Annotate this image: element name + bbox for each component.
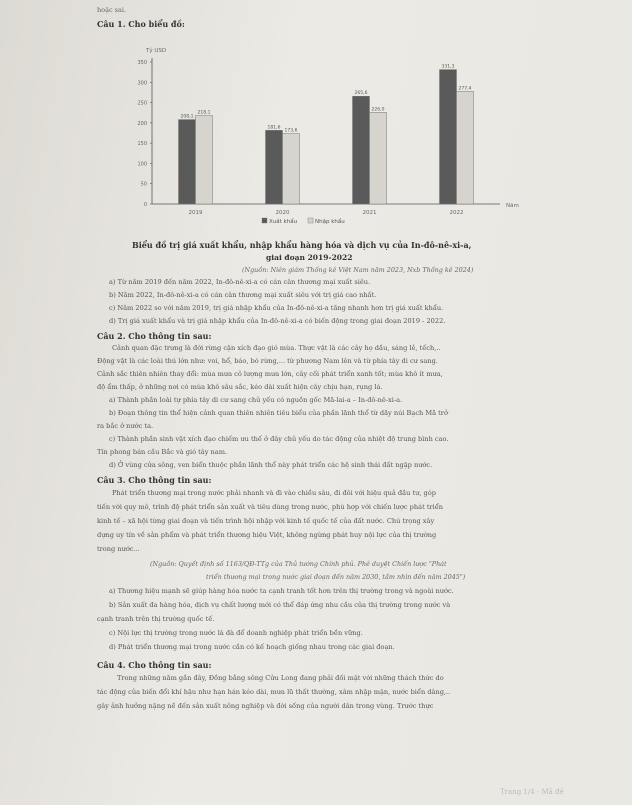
header-note: hoặc sai. — [97, 6, 127, 14]
legend-swatch — [262, 218, 267, 223]
q1-statement-a: a) Từ năm 2019 đến năm 2022, In-đô-nê-xi-a có cán cân thương mại xuất siêu. — [109, 278, 371, 286]
page-footer: Trang 1/4 - Mã đề — [500, 788, 564, 796]
q4-paragraph-line: Trong những năm gần đây, Đồng bằng sông Cửu Long đang phải đối mặt với những thách thức do — [117, 674, 444, 682]
bar-export — [440, 70, 457, 204]
q2-paragraph-line: Cảnh quan đặc trưng là đới rừng cận xích đạo gió mùa. Thực vật là các cây họ dầu, sáng lẻ, tếch,.. — [112, 344, 441, 352]
q2-paragraph-line: độ ẩm thấp, ở những nơi có mùa khô sâu sắc, kéo dài xuất hiện cây chịu hạn, rụng lá. — [97, 383, 383, 391]
q1-statement-d: d) Trị giá xuất khẩu và trị giá nhập khẩu của In-đô-nê-xi-a có biến động trong giai đoạn 2019 - 2022. — [109, 317, 446, 325]
q1-statement-c: c) Năm 2022 so với năm 2019, trị giá nhập khẩu của In-đô-nê-xi-a tăng nhanh hơn trị giá xuất khẩu. — [109, 304, 444, 312]
q2-statement-c-cont: Tín phong bán cầu Bắc và gió tây nam. — [97, 448, 228, 456]
chart-source: (Nguồn: Niên giám Thống kê Việt Nam năm 2023, Nxb Thống kê 2024) — [242, 266, 474, 274]
chart-caption-period: giai đoạn 2019-2022 — [266, 253, 353, 262]
bar-export — [353, 96, 370, 204]
y-tick-label: 300 — [137, 80, 147, 87]
q3-source: (Nguồn: Quyết định số 1163/QĐ-TTg của Thủ tướng Chính phủ. Phê duyệt Chiến lược "Phát — [150, 560, 447, 568]
x-axis-label: Năm — [506, 203, 519, 209]
data-label: 277,4 — [458, 86, 472, 92]
q2-paragraph-line: Động vật là các loài thú lớn như: voi, hổ, báo, bò rừng,... từ phương Nam lên và từ phía tây di cư sang. — [97, 357, 438, 365]
y-axis-label: Tỷ USD — [146, 48, 167, 54]
y-tick-label: 150 — [137, 141, 147, 148]
bar-export — [179, 120, 196, 204]
q1-statement-b: b) Năm 2022, In-đô-nê-xi-a có cán cân thương mại xuất siêu với trị giá cao nhất. — [109, 291, 377, 299]
x-tick-label: 2020 — [275, 210, 290, 216]
y-tick-label: 350 — [137, 60, 147, 66]
q3-paragraph-line: Phát triển thương mại trong nước phải nhanh và đi vào chiều sâu, đi đôi với hiệu quả đầu tư, góp — [112, 489, 436, 497]
data-label: 181,6 — [267, 125, 281, 131]
y-tick-label: 100 — [137, 161, 147, 168]
bar-export — [266, 130, 283, 204]
x-tick-label: 2022 — [449, 210, 464, 216]
y-tick-label: 0 — [143, 202, 147, 208]
y-tick-label: 250 — [137, 100, 147, 107]
data-label: 265,6 — [354, 91, 368, 97]
x-tick-label: 2019 — [188, 210, 203, 216]
legend-swatch — [308, 218, 313, 223]
legend-label: Xuất khẩu — [269, 219, 298, 225]
data-label: 226,0 — [371, 107, 385, 113]
q2-paragraph-line: Cảnh sắc thiên nhiên thay đổi: mùa mưa cỏ lượng mưa lớn, cây cối phát triển xanh tốt; mùa khô ít mưa, — [97, 370, 443, 378]
q3-statement-b: b) Sản xuất đa hàng hóa, dịch vụ chất lượng mới có thể đáp ứng nhu cầu của thị trường trong nước và — [109, 601, 451, 609]
bar-chart — [120, 34, 540, 234]
data-label: 173,6 — [284, 128, 298, 134]
bar-import — [196, 116, 213, 204]
q3-statement-d: d) Phát triển thương mại trong nước cần có kế hoạch giống nhau trong các giai đoạn. — [109, 643, 395, 651]
y-tick-label: 50 — [140, 181, 147, 188]
data-label: 208,1 — [180, 114, 194, 120]
bar-import — [370, 112, 387, 204]
q3-paragraph-line: kinh tế – xã hội từng giai đoạn và tiến trình hội nhập với kinh tế quốc tế của đất nước. Chú trọng xây — [97, 517, 435, 525]
question-3-title: Câu 3. Cho thông tin sau: — [97, 475, 212, 485]
q3-paragraph-line: trong nước... — [97, 545, 140, 553]
q3-paragraph-line: tiến với quy mô, trình độ phát triển sản xuất và tiêu dùng trong nước, phù hợp với chiến lược phát triển — [97, 503, 444, 511]
q3-statement-c: c) Nội lực thị trường trong nước là đà để doanh nghiệp phát triển bền vững. — [109, 629, 363, 637]
q4-paragraph-line: gây ảnh hưởng nặng nề đến sản xuất nông nghiệp và đời sống của người dân trong vùng. Trước thực — [97, 702, 434, 710]
chart-caption: Biểu đồ trị giá xuất khẩu, nhập khẩu hàng hóa và dịch vụ của In-đô-nê-xi-a, — [132, 240, 472, 250]
q3-statement-a: a) Thương hiệu mạnh sẽ giúp hàng hóa nước ta cạnh tranh tốt hơn trên thị trường trong và ngoài nước. — [109, 587, 454, 595]
q2-statement-b: b) Đoạn thông tin thể hiện cảnh quan thiên nhiên tiêu biểu của phần lãnh thổ từ dãy núi Bạch Mã trở — [109, 409, 448, 417]
q3-source-cont: triển thương mại trong nước giai đoạn đến năm 2030, tầm nhìn đến năm 2045") — [206, 573, 466, 581]
q2-statement-b-cont: ra bắc ở nước ta. — [97, 422, 154, 430]
question-4-title: Câu 4. Cho thông tin sau: — [97, 660, 212, 670]
legend-label: Nhập khẩu — [315, 219, 345, 225]
bar-import — [457, 91, 474, 204]
q4-paragraph-line: tác động của biến đổi khí hậu như hạn hán kéo dài, mưa lũ thất thường, xâm nhập mặn, nước biển dâng,.. — [97, 688, 451, 696]
question-1-title: Câu 1. Cho biểu đồ: — [97, 19, 185, 29]
data-label: 218,1 — [197, 110, 211, 116]
q3-paragraph-line: dựng uy tín về sản phẩm và phát triển thương hiệu Việt, không ngừng phát huy nội lực của thị trường — [97, 531, 437, 539]
y-tick-label: 200 — [137, 120, 147, 127]
bar-import — [283, 134, 300, 204]
x-tick-label: 2021 — [362, 210, 377, 216]
data-label: 331,3 — [441, 64, 455, 70]
q3-statement-b-cont: cạnh tranh trên thị trường quốc tế. — [97, 615, 215, 623]
q2-statement-d: d) Ở vùng cửa sông, ven biển thuộc phần lãnh thổ này phát triển các hệ sinh thái đất ngập nước. — [109, 461, 433, 469]
question-2-title: Câu 2. Cho thông tin sau: — [97, 331, 212, 341]
q2-statement-a: a) Thành phần loài tự phía tây di cư sang chủ yếu có nguồn gốc Mã-lai-a – In-đô-nê-xi-a. — [109, 396, 403, 404]
q2-statement-c: c) Thành phần sinh vật xích đạo chiếm ưu thế ở đây chủ yếu do tác động của nhiệt độ trung bình cao. — [109, 435, 449, 443]
